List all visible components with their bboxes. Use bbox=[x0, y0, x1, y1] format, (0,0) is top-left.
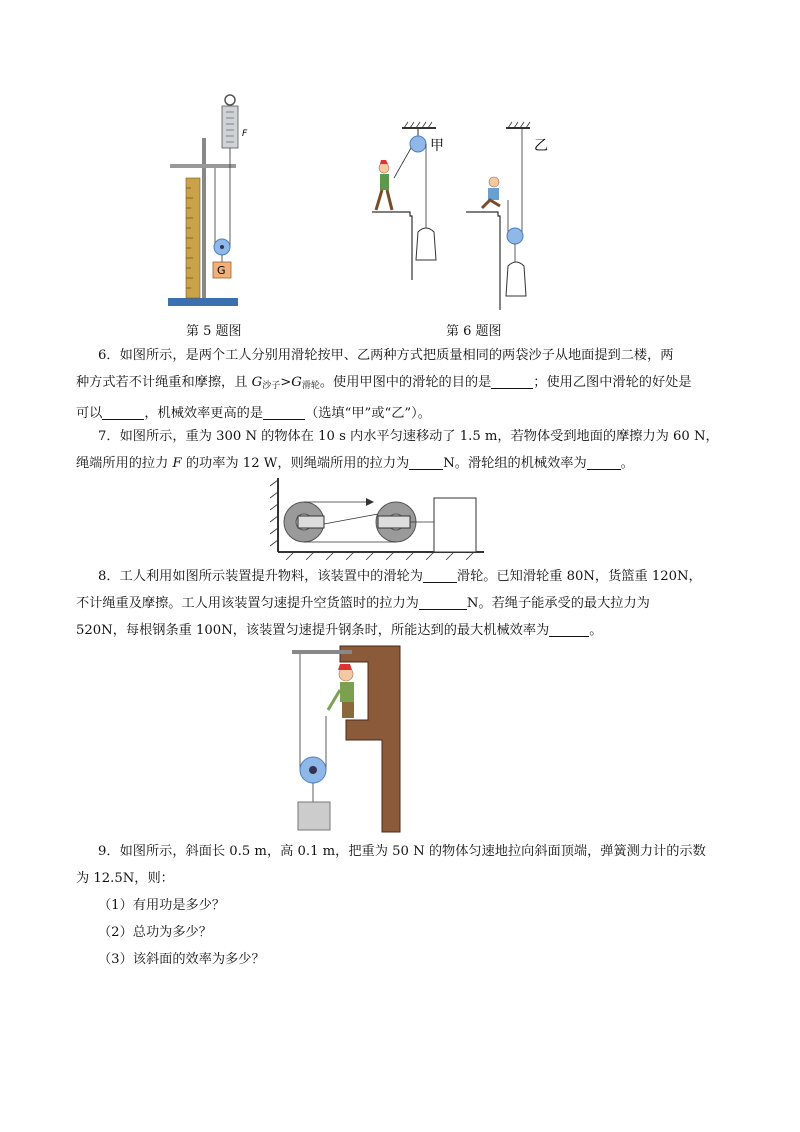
question-7 bbox=[76, 423, 726, 477]
worker-jia bbox=[379, 163, 389, 173]
q8-line2a: 不计绳重及摩擦。工人用该装置匀速提升空货篮时的拉力为 bbox=[76, 596, 419, 611]
weight-label: G bbox=[217, 264, 226, 277]
q8-blank-2[interactable] bbox=[419, 595, 467, 610]
movable-pulley-yi bbox=[507, 228, 523, 244]
sandbag-yi bbox=[506, 262, 526, 296]
question-8 bbox=[76, 563, 726, 644]
q7-line2a: 绳端所用的拉力 bbox=[76, 456, 173, 471]
stand-rod bbox=[202, 138, 206, 298]
q8-line1a: 工人利用如图所示装置提升物料，该装置中的滑轮为 bbox=[119, 569, 423, 584]
q8-blank-1[interactable] bbox=[423, 568, 457, 583]
q6-line2b: 。使用甲图中的滑轮的目的是 bbox=[319, 375, 492, 390]
q7-line2d: 。 bbox=[620, 456, 634, 471]
q9-line1: 如图所示，斜面长 0.5 m，高 0.1 m，把重为 50 N 的物体匀速地拉向斜面顶端，弹簧测力计的示数 bbox=[119, 844, 706, 859]
q9-sub-1: （1）有用功是多少？ bbox=[98, 898, 226, 913]
figure-6-caption: 第 6 题图 bbox=[446, 324, 502, 339]
q6-sub-sand: 沙子 bbox=[262, 381, 281, 391]
q8-number: 8． bbox=[98, 569, 120, 584]
stand-arm bbox=[170, 164, 236, 168]
fixed-pulley-jia bbox=[410, 136, 426, 152]
q7-line1: 如图所示，重为 300 N 的物体在 10 s 内水平匀速移动了 1.5 m，若物体受到地面的摩擦力为 60 N， bbox=[119, 429, 719, 444]
q6-line1: 如图所示，是两个工人分别用滑轮按甲、乙两种方式把质量相同的两袋沙子从地面提到二楼，两 bbox=[119, 348, 674, 363]
q7-f: F bbox=[172, 456, 182, 471]
q6-sub-pulley: 滑轮 bbox=[301, 381, 320, 391]
question-6 bbox=[76, 342, 726, 427]
worker-yi bbox=[489, 177, 499, 187]
question-9 bbox=[76, 838, 726, 973]
q7-number: 7． bbox=[98, 429, 120, 444]
stand-base bbox=[168, 298, 238, 306]
q8-line3b: 。 bbox=[589, 623, 603, 638]
q6-gt: > bbox=[280, 375, 292, 390]
figure-8-worker-pulley bbox=[290, 644, 404, 834]
figure-5-caption: 第 5 题图 bbox=[186, 324, 242, 339]
q8-line3a: 520N，每根钢条重 100N，该装置匀速提升钢条时，所能达到的最大机械效率为 bbox=[76, 623, 550, 638]
figure-6-pulley-comparison bbox=[370, 120, 560, 312]
q6-line3c: （选填“甲”或“乙”）。 bbox=[305, 406, 431, 421]
q6-line2a: 种方式若不计绳重和摩擦，且 bbox=[76, 375, 252, 390]
q6-line3b: ，机械效率更高的是 bbox=[144, 406, 264, 421]
q7-blank-1[interactable] bbox=[409, 455, 443, 470]
figure-7-horizontal-pulley bbox=[266, 474, 488, 560]
q6-blank-1[interactable] bbox=[491, 374, 533, 389]
q8-blank-3[interactable] bbox=[549, 622, 589, 637]
cargo-basket bbox=[298, 802, 330, 830]
sandbag-jia bbox=[416, 228, 436, 260]
label-yi: 乙 bbox=[534, 138, 548, 154]
q6-blank-3[interactable] bbox=[263, 405, 305, 420]
q9-line2: 为 12.5N，则： bbox=[76, 871, 174, 886]
q7-line2c: N。滑轮组的机械效率为 bbox=[443, 456, 587, 471]
q6-number: 6． bbox=[98, 348, 120, 363]
q9-sub-2: （2）总功为多少？ bbox=[98, 925, 212, 940]
q9-sub-3: （3）该斜面的效率为多少？ bbox=[98, 952, 265, 967]
q7-line2b: 的功率为 12 W，则绳端所用的拉力为 bbox=[181, 456, 410, 471]
spring-force-label: F bbox=[242, 129, 248, 139]
q6-blank-2[interactable] bbox=[102, 405, 144, 420]
q8-line2b: N。若绳子能承受的最大拉力为 bbox=[466, 596, 650, 611]
q6-g1: G bbox=[251, 375, 263, 390]
spring-scale bbox=[222, 106, 238, 148]
q6-line2c: ；使用乙图中滑轮的好处是 bbox=[533, 375, 692, 390]
q7-blank-2[interactable] bbox=[587, 455, 621, 470]
figure-5-pulley-stand bbox=[160, 92, 250, 314]
object-block bbox=[434, 498, 476, 552]
q8-line1b: 滑轮。已知滑轮重 80N，货篮重 120N， bbox=[456, 569, 702, 584]
label-jia: 甲 bbox=[430, 138, 444, 154]
q9-number: 9． bbox=[98, 844, 120, 859]
q6-line3a: 可以 bbox=[76, 406, 103, 421]
q6-g2: G bbox=[291, 375, 302, 390]
